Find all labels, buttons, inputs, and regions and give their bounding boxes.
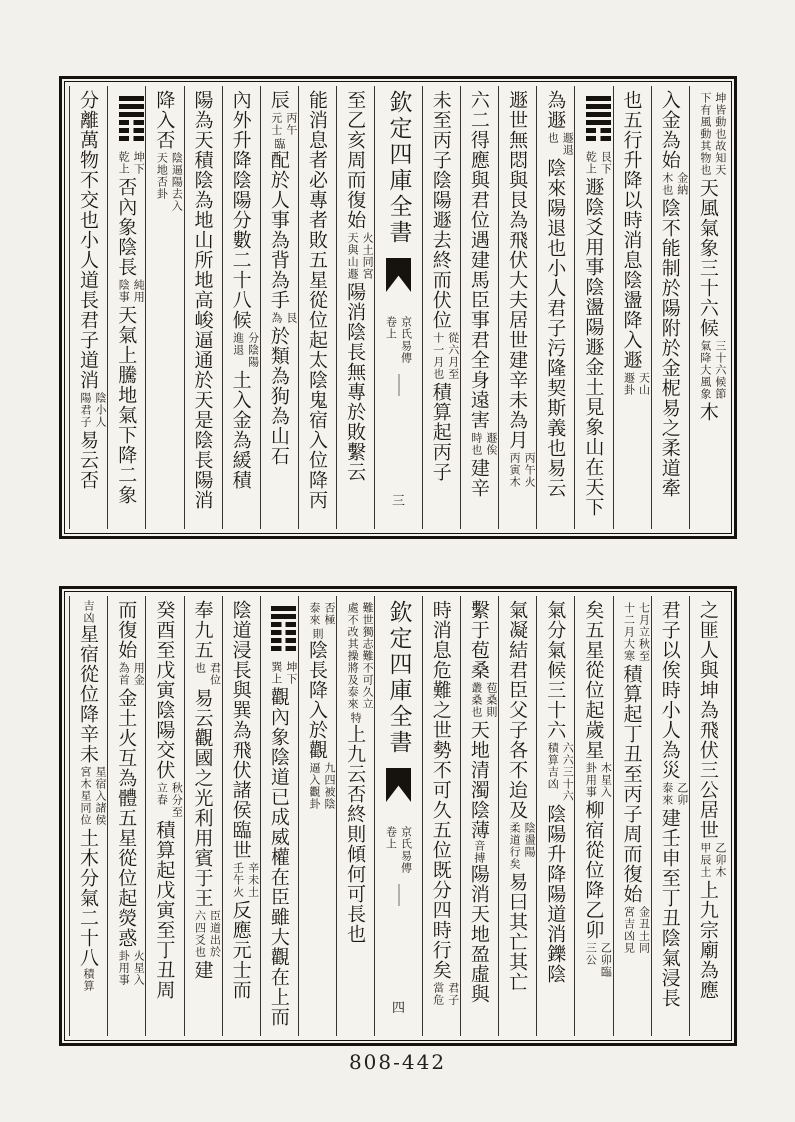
annotation-right-line: 木星入 — [599, 762, 613, 798]
large-text-run: 癸酉至戊寅陰陽交伏 — [153, 600, 176, 780]
annotation-right-line: 臣道出於 — [208, 910, 222, 958]
large-text-run: 陰長降入於觀 — [305, 640, 328, 760]
fishtail-icon — [386, 258, 411, 292]
annotation-pair — [116, 151, 145, 175]
text-column — [69, 86, 107, 529]
annotation-left-line: 也 — [546, 132, 560, 144]
annotation-pair — [116, 279, 145, 303]
annotation-right-line: 純用 — [132, 279, 146, 303]
annotation-left-line: 逼入觀卦 — [307, 762, 321, 810]
annotation-right-line: 坤下 — [132, 151, 146, 175]
text-column — [260, 86, 298, 529]
column-text-flow — [223, 86, 260, 529]
small-note: 則 — [310, 628, 324, 640]
column-text-flow — [461, 86, 498, 529]
annotation-pair — [545, 742, 574, 802]
large-text-run: 六二得應與君位遇建馬臣事君全身遠害 — [467, 90, 490, 430]
large-text-run: 柳宿從位降乙卯 — [582, 800, 605, 940]
text-column — [107, 596, 145, 1036]
annotation-right-line: 用金 — [132, 662, 146, 686]
annotation-pair — [469, 682, 498, 718]
center-fold-column — [374, 86, 421, 529]
annotation-pair — [154, 782, 183, 818]
dun-hexagram-icon — [586, 93, 611, 144]
column-text-flow — [70, 596, 107, 1036]
annotation-pair — [431, 982, 460, 1006]
solid-line — [586, 112, 611, 117]
upper-frame-columns — [69, 86, 727, 529]
large-text-run: 氣凝結君臣父子各不迨及 — [506, 600, 529, 820]
broken-line — [586, 136, 611, 141]
column-text-flow — [423, 86, 460, 529]
column-text-flow — [70, 86, 107, 529]
large-text-run: 能消息者必專者敗五星從位起太陰鬼宿入位降丙 — [305, 90, 328, 510]
annotation-left-line: 泰來 — [660, 782, 674, 806]
volume-label: 卷上 — [384, 316, 398, 340]
large-text-run: 積算起丁丑至丙子周而復始 — [620, 664, 643, 904]
annotation-left-line: 丙寅木 — [508, 452, 522, 488]
column-text-flow — [223, 596, 260, 1036]
text-column — [336, 86, 374, 529]
annotation-right-line: 三十六候節 — [713, 340, 727, 400]
fishtail-icon — [386, 768, 411, 802]
large-text-run: 入金為始 — [658, 90, 681, 170]
column-text-flow — [690, 86, 727, 529]
large-text-run: 陰陽升降陽道消鑠陰 — [544, 804, 567, 984]
column-text-flow — [108, 86, 145, 529]
text-column — [184, 596, 222, 1036]
annotation-pair — [698, 842, 727, 878]
text-column — [613, 86, 651, 529]
text-column — [689, 86, 727, 529]
column-text-flow — [146, 596, 183, 1036]
annotation-right-line: 丙午 — [284, 112, 298, 136]
annotation-pair — [622, 372, 651, 396]
broken-line — [119, 136, 144, 141]
annotation-pair — [622, 602, 651, 662]
large-text-run: 天地清濁陰薄 — [467, 720, 490, 840]
large-text-run: 時消息危難之世勢不可久五位既分四時行矣 — [429, 600, 452, 980]
large-text-run: 也五行升降以時消息陰盪降入遯 — [620, 90, 643, 370]
annotation-left-line: 十一月也 — [431, 332, 445, 380]
text-column — [260, 596, 298, 1036]
large-text-run: 之匪人與坤為飛伏三公居世 — [696, 600, 719, 840]
large-text-run: 否內象陰長 — [115, 177, 138, 277]
annotation-pair — [193, 662, 222, 686]
large-text-run: 反應元士而 — [229, 900, 252, 1000]
annotation-left-line: 時也 — [469, 432, 483, 456]
fold-mark — [398, 884, 400, 906]
annotation-right-line: 君位 — [208, 662, 222, 686]
annotation-pair — [583, 151, 612, 175]
annotation-left-line: 卦用事 — [117, 950, 131, 986]
book-title: 欽定四庫全書 — [385, 600, 412, 756]
annotation-left-line: 為首 — [117, 662, 131, 686]
large-text-run: 分離萬物不交也小人道長君子道消 — [77, 90, 100, 390]
annotation-pair — [660, 782, 689, 806]
small-note: 積算 — [82, 968, 96, 992]
lower-frame-columns — [69, 596, 727, 1036]
column-text-flow — [261, 86, 298, 529]
annotation-left-line: 遯卦 — [622, 372, 636, 396]
book-title: 欽定四庫全書 — [385, 90, 412, 246]
annotation-pair — [698, 340, 727, 400]
large-text-run: 建壬申至丁丑陰氣浸長 — [658, 808, 681, 1008]
small-note: 音搏 — [472, 840, 486, 864]
text-column — [422, 596, 460, 1036]
frame-inner-border — [64, 81, 732, 534]
large-text-run: 內外升降陰陽分數二十八候 — [229, 90, 252, 330]
large-text-run: 易云否 — [77, 430, 100, 490]
large-text-run: 積算起丙子 — [429, 382, 452, 482]
annotation-right-line: 星宿入諸侯 — [94, 766, 108, 826]
text-column — [298, 596, 336, 1036]
large-text-run: 陰來陽退也小人君子污隆契斯義也易云 — [544, 158, 567, 498]
text-column — [336, 596, 374, 1036]
annotation-pair — [231, 332, 260, 368]
column-text-flow — [499, 596, 536, 1036]
large-text-run: 奉九五 — [191, 600, 214, 660]
annotation-left-line: 卦用事 — [584, 762, 598, 798]
annotation-right-line: 火星入 — [132, 950, 146, 986]
annotation-left-line: 進退 — [231, 332, 245, 356]
solid-line — [271, 614, 296, 619]
annotation-pair — [269, 661, 298, 685]
annotation-right-line: 坤皆動也故知天 — [713, 92, 727, 176]
annotation-left-line: 三公 — [584, 942, 598, 966]
large-text-run: 君子以俟時小人為災 — [658, 600, 681, 780]
annotation-right-line: 從六月至 — [446, 332, 460, 380]
frame-inner-border — [64, 591, 732, 1041]
folio-number: 四 — [392, 1001, 406, 1016]
annotation-left-line: 氣降大風象 — [698, 340, 712, 400]
text-column — [298, 86, 336, 529]
large-text-run: 陽消陰長無專於敗繫云 — [344, 282, 367, 482]
annotation-right-line: 否極 — [322, 602, 336, 626]
annotation-left-line: 宮吉凶見 — [622, 906, 636, 954]
column-text-flow — [575, 86, 612, 529]
large-text-run: 於類為狗為山石 — [267, 326, 290, 466]
text-column — [536, 86, 574, 529]
annotation-left-line: 立春 — [155, 782, 169, 806]
small-note: 臨 — [272, 138, 286, 150]
annotation-pair — [698, 92, 727, 176]
annotation-right-line: 陰盪陽 — [523, 822, 537, 858]
broken-line — [271, 638, 296, 643]
annotation-left-line: 叢桑也 — [469, 682, 483, 718]
large-text-run: 建 — [191, 960, 214, 980]
large-text-run: 陰道浸長與巽為飛伏諸侯臨世 — [229, 600, 252, 860]
annotation-left-line: 當危 — [431, 982, 445, 1006]
solid-line — [586, 96, 611, 101]
large-text-run: 易云觀國之光利用賓于王 — [191, 688, 214, 908]
center-fold-column — [374, 596, 421, 1036]
column-text-flow — [299, 86, 335, 529]
annotation-pair — [154, 152, 183, 212]
column-text-flow — [575, 596, 612, 1036]
text-column — [689, 596, 727, 1036]
text-column — [574, 596, 612, 1036]
annotation-right-line: 乙卯 — [675, 782, 689, 806]
column-text-flow — [185, 596, 222, 1036]
large-text-run: 降入否 — [153, 90, 176, 150]
column-text-flow — [337, 596, 374, 1036]
solid-line — [119, 104, 144, 109]
annotation-pair — [307, 762, 336, 810]
column-text-flow — [690, 596, 727, 1036]
annotation-left-line: 天地否卦 — [155, 152, 169, 200]
text-column — [222, 86, 260, 529]
solid-line — [271, 606, 296, 611]
annotation-left-line: 甲辰土 — [698, 842, 712, 878]
large-text-run: 至乙亥周而復始 — [344, 90, 367, 230]
large-text-run: 遯陰爻用事陰盪陽遯金土見象山在天下 — [582, 177, 605, 517]
text-column — [498, 86, 536, 529]
broken-line — [119, 128, 144, 133]
annotation-right-line: 難世獨志難不可久立 — [361, 602, 375, 710]
large-text-run: 矣五星從位起歲星 — [582, 600, 605, 760]
broken-line — [586, 128, 611, 133]
solid-line — [119, 96, 144, 101]
large-text-run: 上九云否終則傾何可長也 — [344, 724, 367, 944]
solid-line — [119, 112, 144, 117]
column-text-flow — [337, 86, 374, 529]
annotation-left-line: 柔道行矣 — [508, 822, 522, 870]
annotation-pair — [193, 910, 222, 958]
annotation-pair — [345, 232, 374, 280]
annotation-pair — [431, 332, 460, 380]
text-column — [651, 86, 689, 529]
annotation-left-line: 處不改其操將及泰來 — [346, 602, 360, 710]
large-text-run: 繫于苞桑 — [467, 600, 490, 680]
annotation-pair — [116, 662, 145, 686]
annotation-left-line: 元士 — [269, 112, 283, 136]
broken-line — [271, 646, 296, 651]
annotation-pair — [307, 602, 336, 626]
column-text-flow — [499, 86, 536, 529]
column-text-flow — [299, 596, 336, 1036]
annotation-pair — [116, 950, 145, 986]
annotation-pair — [583, 762, 612, 798]
annotation-left-line: 天與山遯 — [346, 232, 360, 280]
annotation-right-line: 火土同宮 — [361, 232, 375, 280]
large-text-run: 木 — [696, 402, 719, 422]
column-text-flow — [614, 86, 651, 529]
annotation-right-line: 陰小人 — [94, 392, 108, 428]
fold-mark — [398, 374, 400, 396]
annotation-right-line: 乙卯臨 — [599, 942, 613, 978]
annotation-pair — [345, 602, 374, 710]
annotation-right-line: 分陰陽 — [246, 332, 260, 368]
annotation-left-line: 十二月大寒 — [622, 602, 636, 662]
annotation-pair — [469, 432, 498, 456]
guan-hexagram-icon — [271, 603, 296, 654]
small-note: 特 — [349, 712, 363, 724]
solid-line — [586, 120, 611, 125]
large-text-run: 積算起戊寅至丁丑周 — [153, 820, 176, 1000]
text-column — [613, 596, 651, 1036]
annotation-left-line: 乾上 — [117, 151, 131, 175]
annotation-pair — [78, 392, 107, 428]
text-column — [222, 596, 260, 1036]
annotation-pair — [231, 862, 260, 898]
text-column — [498, 596, 536, 1036]
annotation-right-line: 九四被陰 — [322, 762, 336, 810]
broken-line — [271, 630, 296, 635]
annotation-left-line: 巽上 — [269, 661, 283, 685]
annotation-pair — [269, 312, 298, 324]
annotation-right-line: 陰逼陽去入 — [170, 152, 184, 212]
annotation-left-line: 下有風動其物也 — [698, 92, 712, 176]
column-text-flow — [537, 596, 574, 1036]
text-column — [69, 596, 107, 1036]
text-column — [460, 596, 498, 1036]
column-text-flow — [423, 596, 460, 1036]
annotation-left-line: 陰事 — [117, 279, 131, 303]
annotation-right-line: 君子 — [446, 982, 460, 1006]
annotation-right-line: 遯俟 — [484, 432, 498, 456]
text-column — [145, 86, 183, 529]
annotation-left-line: 乾上 — [584, 151, 598, 175]
annotation-right-line: 苞桑則 — [484, 682, 498, 718]
plate-number: 808-442 — [348, 1050, 447, 1074]
annotation-pair — [622, 906, 651, 954]
column-text-flow — [461, 596, 498, 1036]
large-text-run: 氣分氣候三十六 — [544, 600, 567, 740]
large-text-run: 天風氣象三十六候 — [696, 178, 719, 338]
large-text-run: 易曰其亡其亡 — [506, 872, 529, 992]
work-title: 京氏易傳 — [399, 826, 413, 874]
work-title: 京氏易傳 — [399, 316, 413, 364]
large-text-run: 金土火互為體五星從位起熒惑 — [115, 688, 138, 948]
volume-label: 卷上 — [384, 826, 398, 850]
column-text-flow — [185, 86, 221, 529]
large-text-run: 陽為天積陰為地山所地高峻逼通於天是陰長陽消 — [191, 90, 214, 510]
annotation-left-line: 六四爻也 — [193, 910, 207, 958]
upper-page-frame — [59, 76, 737, 539]
annotation-left-line: 為 — [269, 312, 283, 324]
annotation-right-line: 金丑土同 — [637, 906, 651, 954]
annotation-right-line: 遯退 — [561, 132, 575, 156]
annotation-right-line: 秋分至 — [170, 782, 184, 818]
text-column — [651, 596, 689, 1036]
small-note: 吉凶 — [82, 600, 96, 624]
annotation-pair — [660, 172, 689, 196]
large-text-run: 陽消天地盈虛與 — [467, 864, 490, 1004]
text-column — [145, 596, 183, 1036]
text-column — [422, 86, 460, 529]
column-text-flow — [652, 86, 689, 529]
annotation-right-line: 辛未土 — [246, 862, 260, 898]
solid-line — [586, 104, 611, 109]
text-column — [460, 86, 498, 529]
annotation-pair — [269, 112, 298, 136]
text-column — [184, 86, 222, 529]
annotation-left-line: 積算吉凶 — [546, 742, 560, 790]
annotation-left-line: 也 — [193, 662, 207, 674]
column-text-flow — [614, 596, 651, 1036]
large-text-run: 配於人事為背為手 — [267, 150, 290, 310]
text-column — [536, 596, 574, 1036]
column-text-flow — [108, 596, 145, 1036]
annotation-pair — [545, 132, 574, 156]
annotation-left-line: 泰來 — [307, 602, 321, 626]
large-text-run: 未至丙子陰陽遯去終而伏位 — [429, 90, 452, 330]
large-text-run: 觀內象陰道已成威權在臣雖大觀在上而 — [267, 687, 290, 1027]
folio-number: 三 — [392, 494, 406, 509]
annotation-pair — [507, 452, 536, 488]
annotation-left-line: 壬午火 — [231, 862, 245, 898]
annotation-pair — [507, 822, 536, 870]
annotation-left-line: 宮木星同位 — [79, 766, 93, 826]
large-text-run: 星宿從位降辛未 — [77, 624, 100, 764]
annotation-right-line: 乙卯木 — [713, 842, 727, 878]
annotation-pair — [78, 766, 107, 826]
large-text-run: 土木分氣二十八 — [77, 828, 100, 968]
column-text-flow — [652, 596, 689, 1036]
broken-line — [271, 622, 296, 627]
large-text-run: 土入金為緩積 — [229, 370, 252, 490]
large-text-run: 而復始 — [115, 600, 138, 660]
column-text-flow — [537, 86, 574, 529]
work-title-pair — [384, 316, 414, 364]
annotation-right-line: 金納 — [675, 172, 689, 196]
lower-page-frame — [59, 586, 737, 1046]
large-text-run: 上九宗廟為應 — [696, 880, 719, 1000]
annotation-right-line: 艮下 — [599, 151, 613, 175]
column-text-flow — [261, 596, 298, 1036]
annotation-right-line: 六六三十六 — [561, 742, 575, 802]
annotation-right-line: 艮 — [284, 312, 298, 324]
work-title-pair — [384, 826, 414, 874]
annotation-right-line: 丙午火 — [523, 452, 537, 488]
annotation-left-line: 陽君子 — [79, 392, 93, 428]
annotation-right-line: 天山 — [637, 372, 651, 396]
large-text-run: 天氣上騰地氣下降二象 — [115, 305, 138, 505]
large-text-run: 建辛 — [467, 458, 490, 498]
annotation-right-line: 坤下 — [284, 661, 298, 685]
annotation-right-line: 七月立秋至 — [637, 602, 651, 662]
annotation-pair — [583, 942, 612, 978]
annotation-left-line: 木也 — [660, 172, 674, 196]
text-column — [574, 86, 612, 529]
pi-hexagram-icon — [119, 93, 144, 144]
large-text-run: 為遯 — [544, 90, 567, 130]
broken-line — [119, 120, 144, 125]
large-text-run: 陰不能制於陽附於金柅易之柔道牽 — [658, 198, 681, 498]
large-text-run: 辰 — [267, 90, 290, 110]
large-text-run: 遯世無悶與艮為飛伏大夫居世建辛未為月 — [506, 90, 529, 450]
column-text-flow — [146, 86, 183, 529]
text-column — [107, 86, 145, 529]
